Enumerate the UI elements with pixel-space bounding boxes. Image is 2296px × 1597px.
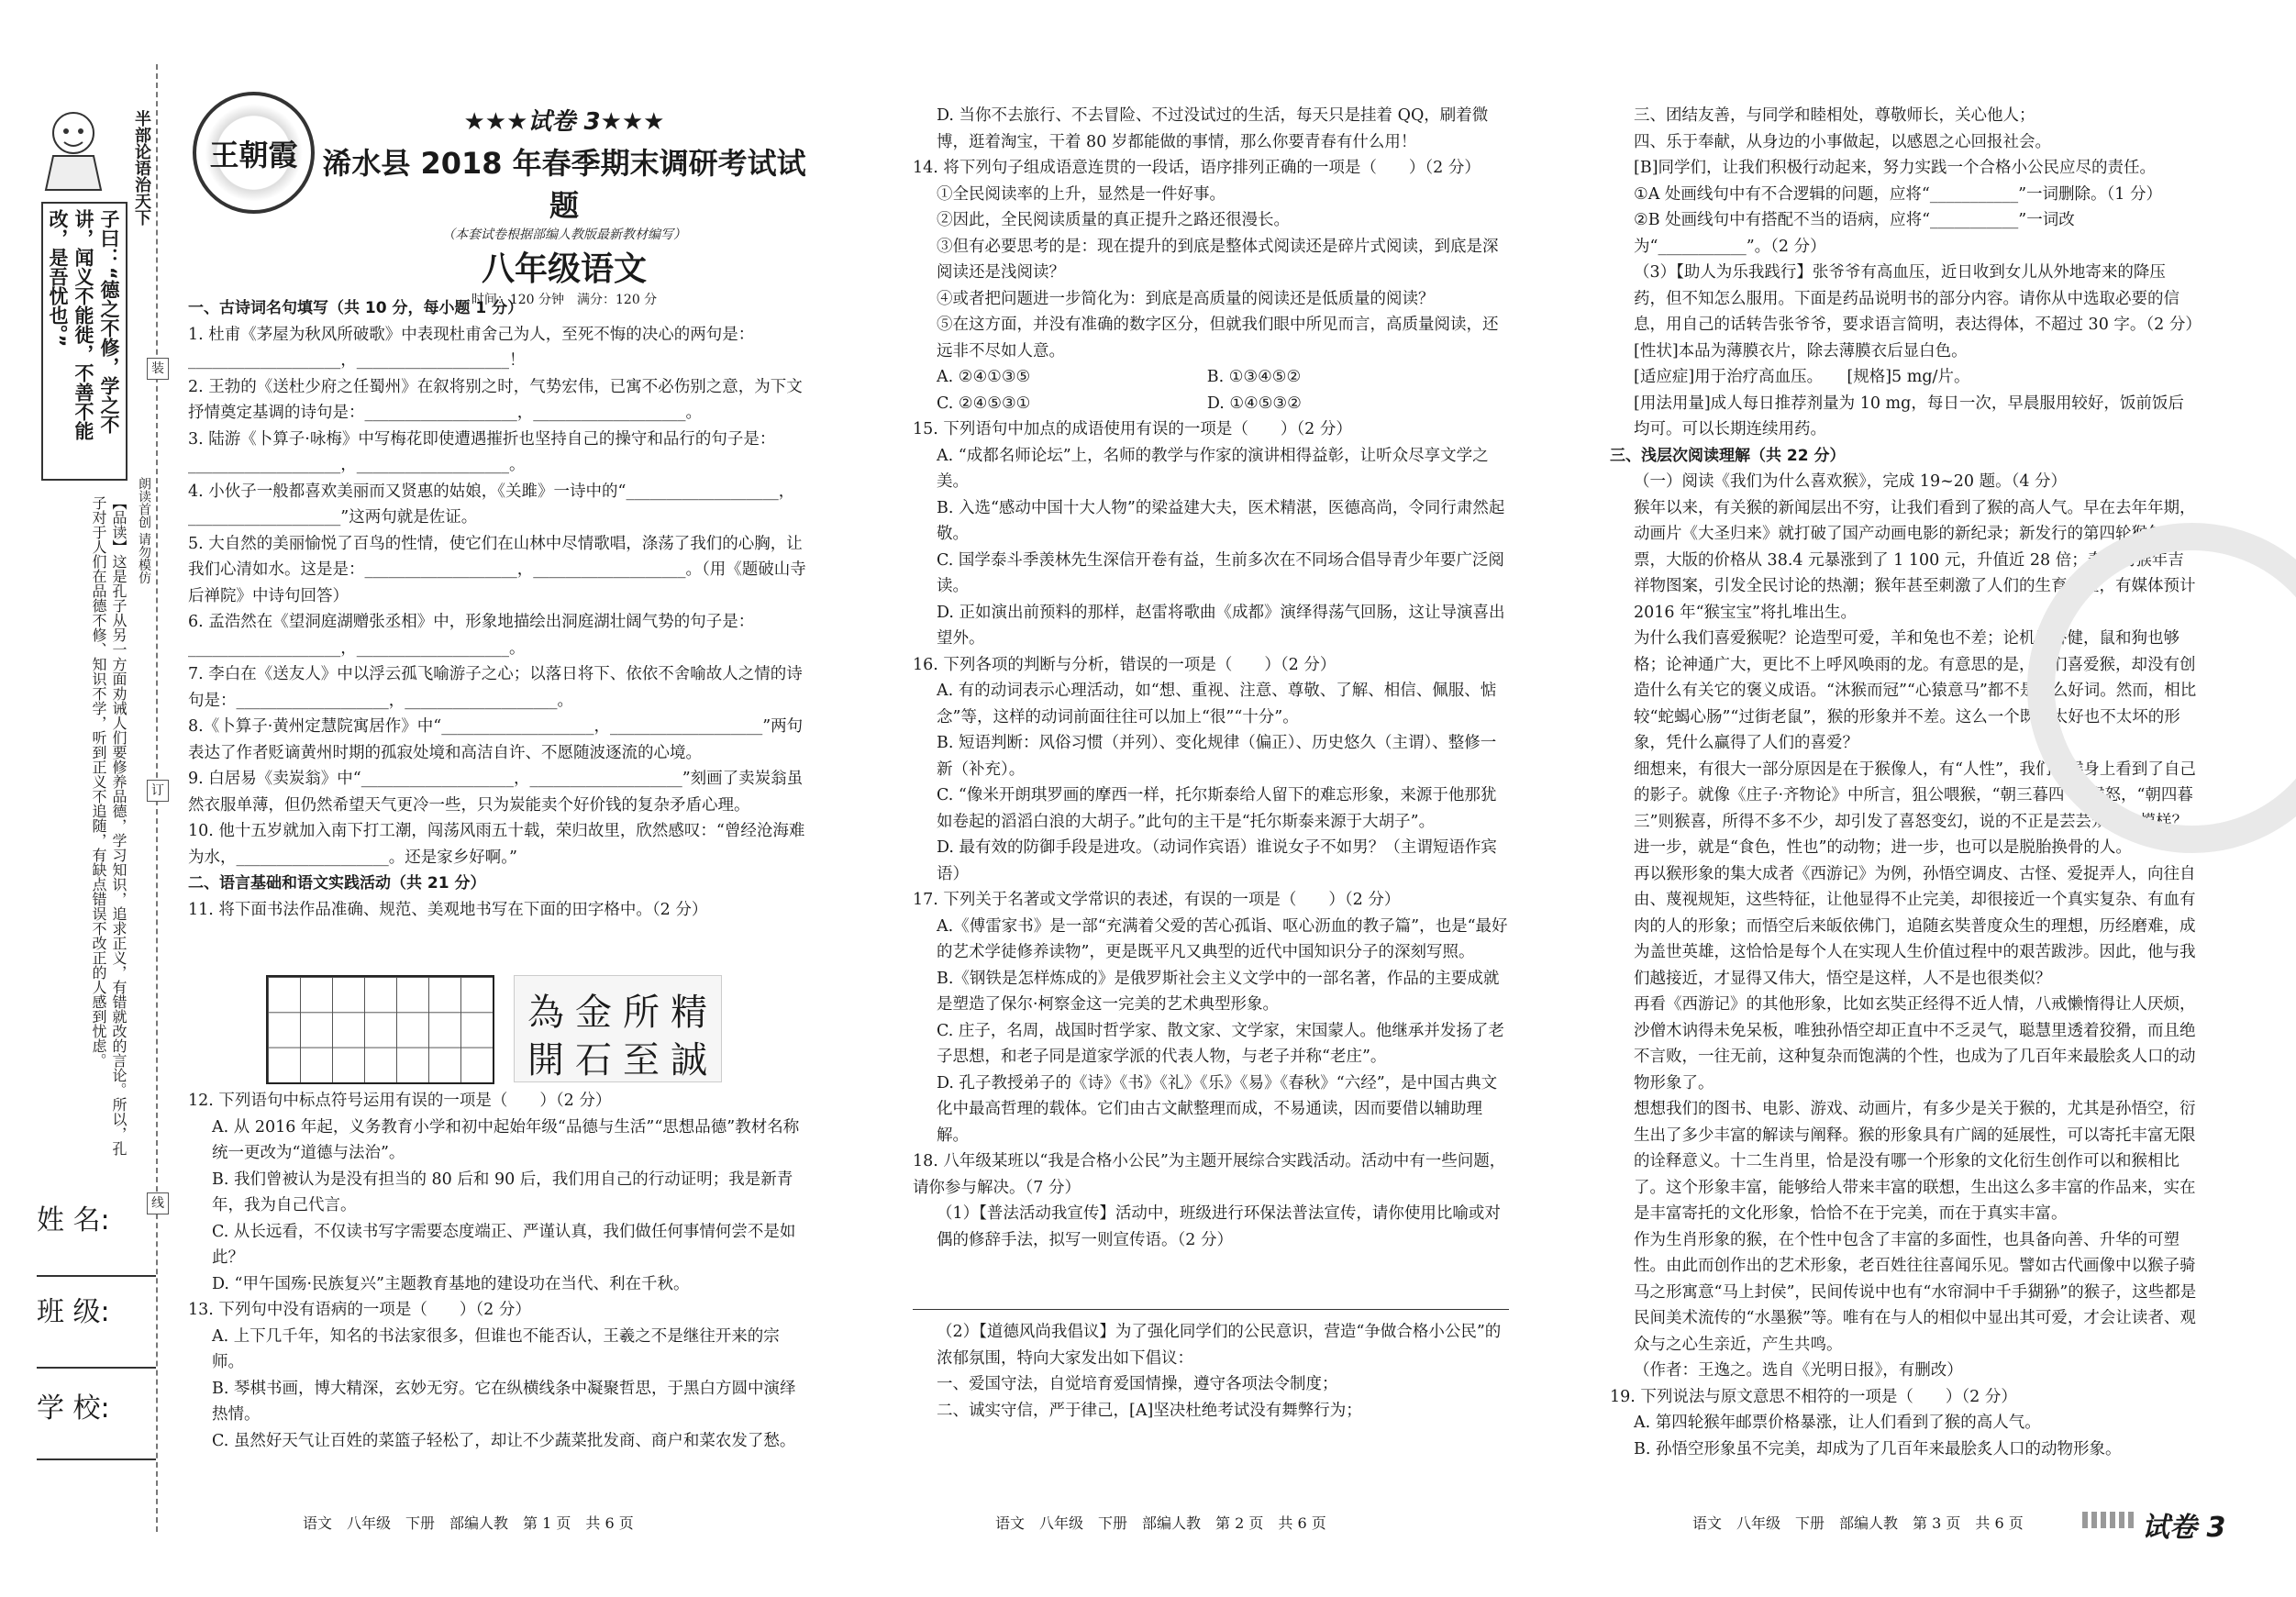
binding-mark-xian: 线: [147, 1192, 169, 1214]
question-line: D. 孔子教授弟子的《诗》《书》《礼》《乐》《易》《春秋》“六经”，是中国古典文化中最高哲理的载体。它们由古文献整理而成，不易通读，因而要借以辅助理解。: [937, 1073, 1498, 1145]
question-line: 想想我们的图书、电影、游戏、动画片，有多少是关于猴的，尤其是孙悟空，衍生出了多少丰富的解读与阐释。猴的形象具有广阔的延展性，可以寄托丰富无限的诠释意义。十二生肖里，恰是没有哪一个形象的文化衍生创作可以和猴相比了。这个形象丰富，能够给人带来丰富的联想，生出这么多丰富的作品来，实在是丰富寄托的文化形象，恰恰不在于完美，而在于真实丰富。: [1634, 1100, 2196, 1223]
question-line: [B]同学们，让我们积极行动起来，努力实践一个合格小公民应尽的责任。: [1634, 159, 2157, 177]
question-line: A. “成都名师论坛”上，名师的教学与作家的演讲相得益彰，让听众尽享文学之美。: [937, 446, 1489, 491]
question-line: 17. 下列关于名著或文学常识的表述，有误的一项是（ ）（2 分）: [913, 891, 1401, 909]
column-page-1b: [188, 1088, 807, 1454]
question-line: 三、团结友善，与同学和睦相处，尊敬师长，关心他人；: [1634, 106, 2035, 125]
exam-subject: 八年级语文: [481, 250, 647, 288]
school-field[interactable]: [37, 1458, 156, 1460]
callig-char: 石: [575, 1039, 612, 1081]
cartoon-figure: [37, 105, 110, 193]
question-line: 一、爱国守法，自觉培育爱国情操，遵守各项法令制度；: [937, 1375, 1338, 1393]
question-line: 14. 将下列句子组成语意连贯的一段话，语序排列正确的一项是（ ）（2 分）: [913, 159, 1481, 177]
answer-space-18-1[interactable]: [913, 1253, 1509, 1303]
question-list-2b: [913, 1319, 1509, 1424]
question-line: 3. 陆游《卜算子·咏梅》中写梅花即使遭遇摧折也坚持自己的操守和品行的句子是：___________________，___________________。: [188, 429, 776, 474]
question-line: （3）【助人为乐我践行】张爷爷有高血压，近日收到女儿从外地寄来的降压药，但不知怎么服用。下面是药品说明书的部分内容。请你从中选取必要的信息，用自己的话转告张爷爷，要求语言简明，表达得体，不超过 30 字。（2 分）: [1634, 263, 2202, 334]
question-line: 四、乐于奉献，从身边的小事做起，以感恩之心回报社会。: [1634, 132, 2051, 151]
calligraphy-sample: [514, 975, 722, 1082]
section-heading: 三、浅层次阅读理解（共 22 分）: [1610, 446, 1846, 465]
question-line: 8.《卜算子·黄州定慧院寓居作》中“___________________，___________________”两句表达了作者贬谪黄州时期的孤寂处境和高洁自许、不愿随波逐流的心境。: [188, 717, 804, 762]
question-line: B. 入选“感动中国十大人物”的梁益建大夫，医术精湛，医德高尚，令同行肃然起敬。: [937, 498, 1505, 543]
question-line: ④或者把问题进一步简化为：到底是高质量的阅读还是低质量的阅读？: [937, 289, 1435, 308]
question-line: 12. 下列语句中标点符号运用有误的一项是（ ）（2 分）: [188, 1092, 612, 1110]
question-line: 作为生肖形象的猴，在个性中包含了丰富的多面性，也具备向善、升华的可塑性。由此而创作出的艺术形象，老百姓往往喜闻乐见。譬如古代画像中以猴子骑马之形寓意“马上封侯”，民间传说中也有“水帘洞中千手猢狲”的猴子，这些都是民间美术流传的“水墨猴”等。唯有在与人的相似中显出其可爱，才会让读者、观众与之心生亲近，产生共鸣。: [1634, 1230, 2197, 1354]
divider: [913, 1309, 1509, 1310]
column-page-1: [188, 295, 807, 923]
question-line: 5. 大自然的美丽愉悦了百鸟的性情，使它们在山林中尽情歌唱，涤荡了我们的心胸，让我们心清如水。这是是：___________________，___________________。（用《题破山寺后禅院》中诗句回答）: [188, 534, 806, 605]
question-list-1: [188, 295, 807, 923]
section-heading: 一、古诗词名句填写（共 10 分，每小题 1 分）: [188, 299, 524, 317]
question-line: D. 最有效的防御手段是进攻。（动词作宾语）谁说女子不如男？（主谓短语作宾语）: [937, 838, 1497, 883]
question-line: B. 孙悟空形象虽不完美，却成为了几百年来最脍炙人口的动物形象。: [1634, 1439, 2122, 1458]
side-note: 朗读首创 请勿模仿: [137, 477, 151, 584]
exam-header: [316, 103, 812, 308]
question-line: C. 虽然好天气让百姓的菜篮子轻松了，却让不少蔬菜批发商、商户和菜农发了愁。: [212, 1431, 796, 1450]
callig-char: 至: [623, 1039, 660, 1081]
name-field[interactable]: [37, 1275, 156, 1277]
corner-decoration: [2082, 1512, 2137, 1528]
pindu-note: 【品读】这是孔子从另一方面劝诫人们要修养品德，学习知识，追求正义，有错就改的言论。所以，孔子对于人们在品德不修、知识不学，听到正义不追随，有缺点错误不改正的人感到忧虑。: [90, 495, 128, 1156]
question-line: 为什么我们喜爱猴呢？论造型可爱，羊和兔也不差；论机灵矫健，鼠和狗也够格；论神通广大，更比不上呼风唤雨的龙。有意思的是，我们喜爱猴，却没有创造什么有关它的褒义成语。“沐猴而冠”“心猿意马”都不是什么好词。然而，相比较“蛇蝎心肠”“过街老鼠”，猴的形象并不差。这么一个既不太好也不太坏的形象，凭什么赢得了人们的喜爱？: [1634, 629, 2197, 752]
question-line: B. 琴棋书画，博大精深，玄妙无穷。它在纵横线条中凝聚哲思，于黑白方圆中演绎热情。: [212, 1379, 796, 1424]
question-line: A. 有的动词表示心理活动，如“想、重视、注意、尊敬、了解、相信、佩服、惦念”等，这样的动词前面往往可以加上“很”“十分”。: [937, 682, 1497, 726]
page-footer-3: 语文 八年级 下册 部编人教 第 3 页 共 6 页: [1692, 1514, 2024, 1532]
confucius-quote: 子曰：“德之不修，学之不讲，闻义不能徙，不善不能改，是吾忧也。”: [47, 209, 120, 440]
question-line: D. “甲午国殇·民族复兴”主题教育基地的建设功在当代、利在千秋。: [212, 1274, 690, 1293]
question-line: C. “像米开朗琪罗画的摩西一样，托尔斯泰给人留下的难忘形象，来源于他那犹如卷起的滔滔白浪的大胡子。”此句的主干是“托尔斯泰来源于大胡子”。: [937, 786, 1497, 831]
question-line: A. 从 2016 年起，义务教育小学和初中起始年级“品德与生活”“思想品德”教材名称统一更改为“道德与法治”。: [212, 1117, 800, 1162]
question-line: 二、诚实守信，严于律己，[A]坚决杜绝考试没有舞弊行为；: [937, 1401, 1362, 1420]
question-line: A. ②④①③⑤ B. ①③④⑤②: [937, 368, 1302, 386]
paper-badge: ★★★试卷 3★★★: [463, 108, 665, 136]
question-line: 9. 白居易《卖炭翁》中“___________________，___________________”刻画了卖炭翁虽然衣服单薄，但仍然希望天气更冷一些，只为炭能卖个好价钱的复杂矛盾心理。: [188, 770, 804, 815]
question-line: （2）【道德风尚我倡议】为了强化同学们的公民意识，营造“争做合格小公民”的浓郁氛围，特向大家发出如下倡议：: [937, 1323, 1502, 1368]
binding-mark-ding: 订: [147, 780, 169, 802]
column-page-2: [913, 103, 1509, 1424]
question-line: ③但有必要思考的是：现在提升的到底是整体式阅读还是碎片式阅读，到底是深阅读还是浅阅读？: [937, 237, 1499, 282]
question-line: [用法用量]成人每日推荐剂量为 10 mg，每日一次，早晨服用较好，饭前饭后均可。可以长期连续用药。: [1634, 394, 2184, 438]
question-list-1b: [188, 1088, 807, 1454]
question-line: 19. 下列说法与原文意思不相符的一项是（ ）（2 分）: [1610, 1387, 2017, 1406]
callig-char: 為: [527, 992, 564, 1034]
callig-char: 誠: [671, 1039, 707, 1081]
question-line: 10. 他十五岁就加入南下打工潮，闯荡风雨五十载，荣归故里，欣然感叹：“曾经沧海难为水，___________________。还是家乡好啊。”: [188, 822, 805, 867]
question-line: A. 上下几千年，知名的书法家很多，但谁也不能否认，王羲之不是继往开来的宗师。: [212, 1326, 780, 1371]
question-line: D. 正如演出前预料的那样，赵雷将歌曲《成都》演绎得荡气回肠，这让导演喜出望外。: [937, 603, 1505, 648]
question-line: （1）【普法活动我宣传】活动中，班级进行环保法普法宣传，请你使用比喻或对偶的修辞手法，拟写一则宣传语。（2 分）: [937, 1204, 1501, 1249]
question-line: 7. 李白在《送友人》中以浮云孤飞喻游子之心；以落日将下、依依不舍喻故人之情的诗句是：___________________，___________________。: [188, 665, 803, 710]
callig-char: 金: [575, 992, 612, 1034]
binding-mark-zhuang: 装: [147, 358, 169, 380]
question-line: ②因此，全民阅读质量的真正提升之路还很漫长。: [937, 211, 1290, 229]
question-line: [适应症]用于治疗高血压。 [规格]5 mg/片。: [1634, 368, 1970, 386]
page-footer-1: 语文 八年级 下册 部编人教 第 1 页 共 6 页: [303, 1514, 634, 1532]
question-line: B. 短语判断：风俗习惯（并列）、变化规律（偏正）、历史悠久（主谓）、整修一新（补充）。: [937, 734, 1497, 779]
question-line: ②B 处画线句中有搭配不当的语病，应将“___________”一词改为“___________”。（2 分）: [1634, 211, 2075, 256]
quote-box: [41, 202, 128, 481]
question-line: 2. 王勃的《送杜少府之任蜀州》在叙将别之时，气势宏伟，已寓不必伤别之意，为下文抒情奠定基调的诗句是：___________________，___________________。: [188, 377, 803, 422]
publisher-logo: [193, 92, 315, 214]
question-line: C. 国学泰斗季羡林先生深信开卷有益，生前多次在不同场合倡导青少年要广泛阅读。: [937, 550, 1504, 595]
school-label: 学 校:: [37, 1392, 110, 1425]
question-line: 11. 将下面书法作品准确、规范、美观地书写在下面的田字格中。（2 分）: [188, 900, 708, 919]
exam-subtitle: （本套试卷根据部编人教版最新教材编写）: [442, 227, 686, 242]
question-list-2: [913, 103, 1509, 1253]
question-line: A. 第四轮猴年邮票价格暴涨，让人们看到了猴的高人气。: [1634, 1414, 2041, 1432]
question-line: C. 从长远看，不仅读书写字需要态度端正、严谨认真，我们做任何事情何尝不是如此？: [212, 1222, 796, 1267]
question-line: 16. 下列各项的判断与分析，错误的一项是（ ）（2 分）: [913, 655, 1337, 674]
question-line: C. 庄子，名周，战国时哲学家、散文家、文学家，宋国蒙人。他继承并发扬了老子思想，和老子同是道家学派的代表人物，与老子并称“老庄”。: [937, 1021, 1504, 1066]
question-line: ①全民阅读率的上升，显然是一件好事。: [937, 184, 1226, 204]
question-line: C. ②④⑤③① D. ①④⑤③②: [937, 394, 1302, 413]
question-line: 再以猴形象的集大成者《西游记》为例，孙悟空调皮、古怪、爱捉弄人，向往自由、蔑视规矩，这些特征，让他显得不止完美，却很接近一个真实复杂、有血有肉的人的形象；而悟空后来皈依佛门，追随玄奘普度众生的理想，历经磨难，成为盖世英雄，这恰恰是每个人在实现人生价值过程中的艰苦跋涉。因此，他与我们越接近，才显得又伟大，悟空是这样，人不是也很类似？: [1634, 864, 2196, 988]
question-line: ①A 处画线句中有不合逻辑的问题，应将“___________”一词删除。（1 分）: [1634, 184, 2162, 204]
question-line: 再看《西游记》的其他形象，比如玄奘正经得不近人情，八戒懒惰得让人厌烦，沙僧木讷得未免呆板，唯独孙悟空却正直中不乏灵气，聪慧里透着狡猾，而且绝不言败，一往无前，这种复杂而饱满的个性，也成为了几百年来最脍炙人口的动物形象了。: [1634, 995, 2196, 1092]
question-line: A.《傅雷家书》是一部“充满着父爱的苦心孤诣、呕心沥血的教子篇”，也是“最好的艺术学徒修养读物”，更是既平凡又典型的近代中国知识分子的深刻写照。: [937, 916, 1508, 961]
question-line: 细想来，有很大一部分原因是在于猴像人，有“人性”，我们在猴身上看到了自己的影子。就像《庄子·齐物论》中所言，狙公喂猴，“朝三暮四”则猴怒，“朝四暮三”则猴喜，所得不多不少，却引发了喜怒变幻，说的不正是芸芸众生的模样？进一步，就是“食色，性也”的动物；进一步，也可以是脱胎换骨的人。: [1634, 760, 2196, 857]
question-line: 4. 小伙子一般都喜欢美丽而又贤惠的姑娘，《关雎》一诗中的“___________________，___________________”这两句就是佐证。: [188, 482, 795, 527]
section-heading: 二、语言基础和语文实践活动（共 21 分）: [188, 874, 486, 893]
question-line: （一）阅读《我们为什么喜欢猴》，完成 19~20 题。（4 分）: [1634, 472, 2068, 491]
page-footer-2: 语文 八年级 下册 部编人教 第 2 页 共 6 页: [995, 1514, 1326, 1532]
callig-char: 所: [623, 992, 660, 1034]
question-line: [性状]本品为薄膜衣片，除去薄膜衣后显白色。: [1634, 341, 1968, 360]
callig-char: 精: [671, 992, 707, 1034]
question-line: 猴年以来，有关猴的新闻层出不穷，让我们看到了猴的高人气。早在去年年期，动画片《大圣归来》就打破了国产动画电影的新纪录；新发行的第四轮猴年邮票，大版的价格从 38.4 元暴涨到了 1 100 元，升值近 28 倍；春晚的猴年吉祥物图案，引发全民讨论的热潮；猴年甚至刺激了人们的生育愿望，有媒体预计 2016 年“猴宝宝”将扎堆出生。: [1634, 498, 2196, 622]
callig-char: 開: [527, 1039, 564, 1081]
question-line: D. 当你不去旅行、不去冒险、不过没试过的生活，每天只是挂着 QQ，刷着微博，逛着淘宝，干着 80 岁都能做的事情，那么你要青春有什么用！: [937, 106, 1489, 151]
question-line: 15. 下列语句中加点的成语使用有误的一项是（ ）（2 分）: [913, 420, 1352, 438]
question-line: 1. 杜甫《茅屋为秋风所破歌》中表现杜甫舍己为人，至死不悔的决心的两句是：___________________，___________________！: [188, 325, 755, 370]
logo-text: 王朝霞: [209, 138, 298, 172]
question-line: 13. 下列句中没有语病的一项是（ ）（2 分）: [188, 1301, 531, 1319]
question-line: 6. 孟浩然在《望洞庭湖赠张丞相》中，形象地描绘出洞庭湖壮阔气势的句子是：___________________，___________________。: [188, 613, 755, 658]
question-line: 18. 八年级某班以“我是合格小公民”为主题开展综合实践活动。活动中有一些问题，请你参与解决。（7 分）: [913, 1152, 1506, 1197]
corner-title: 试卷 3: [2142, 1512, 2226, 1544]
class-field[interactable]: [37, 1367, 156, 1369]
exam-title: 浠水县 2018 年春季期末调研考试试题: [322, 146, 806, 223]
writing-grid[interactable]: [266, 975, 494, 1084]
name-label: 姓 名:: [37, 1204, 110, 1237]
question-line: （作者：王逸之。选自《光明日报》，有删改）: [1634, 1361, 1963, 1380]
class-label: 班 级:: [37, 1296, 110, 1328]
binding-strip: [0, 0, 164, 1597]
question-line: B. 我们曾被认为是没有担当的 80 后和 90 后，我们用自己的行动证明；我是新青年，我为自己代言。: [212, 1170, 793, 1214]
question-line: B.《钢铁是怎样炼成的》是俄罗斯社会主义文学中的一部名著，作品的主要成就是塑造了保尔·柯察金这一完美的艺术典型形象。: [937, 969, 1500, 1014]
side-label: 半部论语治天下: [132, 110, 151, 226]
exam-meta: 时间：120 分钟 满分：120 分: [471, 293, 658, 307]
question-line: ⑤在这方面，并没有准确的数字区分，但就我们眼中所见而言，高质量阅读，还远非不尽如人意。: [937, 316, 1499, 360]
